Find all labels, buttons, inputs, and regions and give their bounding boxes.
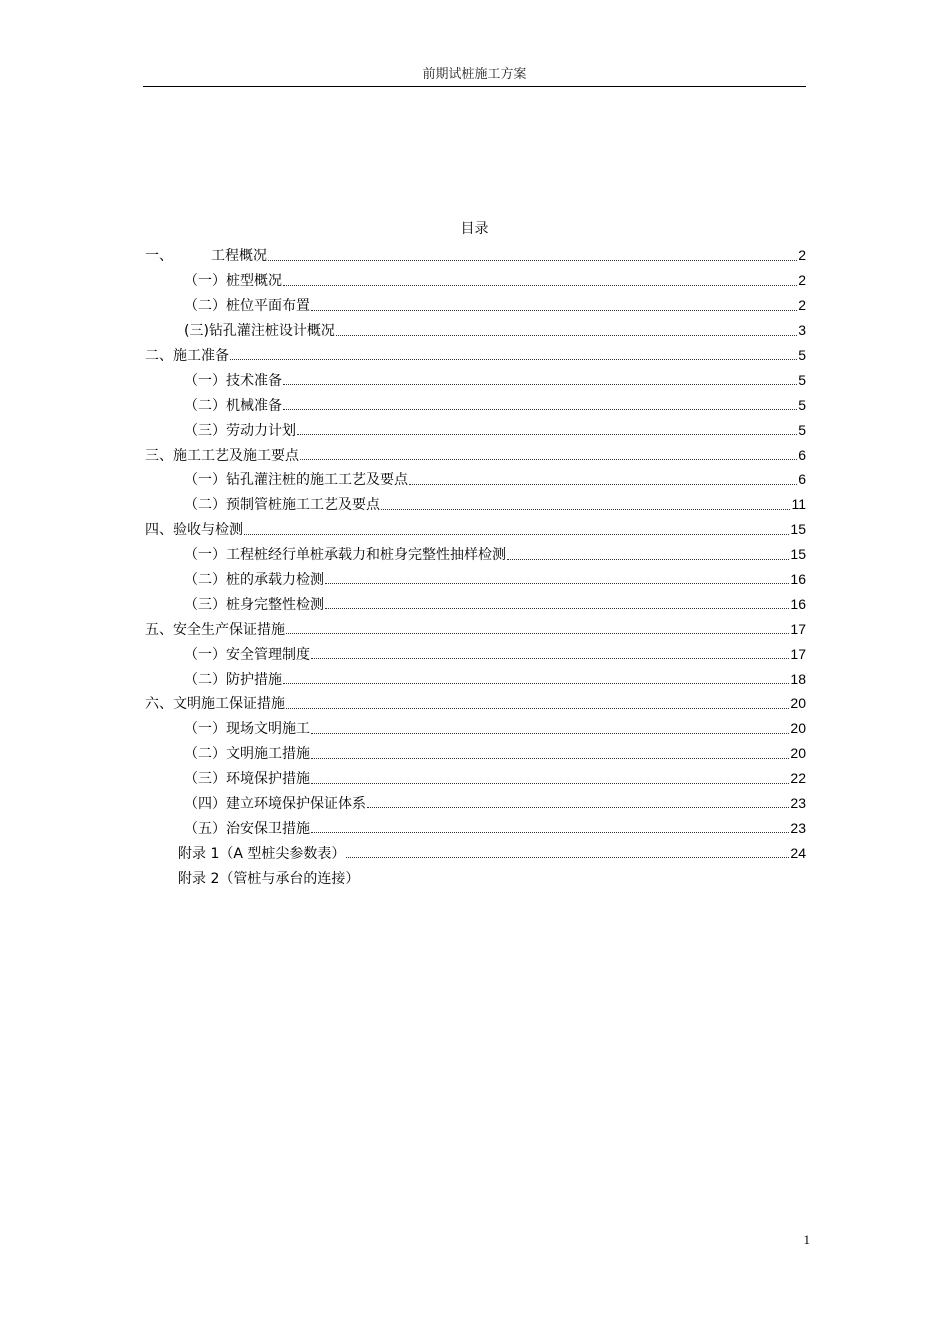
toc-entry[interactable] (143, 343, 806, 368)
toc-entry-page: 11 (791, 496, 806, 513)
toc-leader-dots (311, 657, 789, 659)
toc-entry-page: 5 (798, 347, 806, 363)
toc-entry-number: 一、 (145, 248, 173, 265)
toc-entry-label: 四、验收与检测 (145, 522, 243, 539)
toc-leader-dots (311, 732, 789, 734)
toc-entry-page: 17 (790, 645, 806, 662)
toc-leader-dots (311, 757, 789, 759)
toc-entry-page: 20 (790, 745, 806, 762)
toc-entry[interactable] (143, 591, 806, 616)
toc-leader-dots (283, 408, 797, 410)
toc-entry[interactable] (143, 865, 806, 890)
toc-leader-dots (409, 483, 797, 485)
toc-leader-dots (230, 358, 797, 360)
toc-entry-page: 16 (790, 595, 806, 612)
toc-leader-dots (283, 383, 797, 385)
toc-entry-page: 24 (790, 844, 806, 861)
toc-entry-page: 2 (798, 297, 806, 314)
toc-entry-label: （三）桩身完整性检测 (184, 596, 324, 613)
toc-entry[interactable] (143, 791, 806, 816)
toc-entry-page: 2 (798, 247, 806, 264)
toc-entry-page: 5 (798, 421, 806, 438)
toc-entry-label: （一）技术准备 (184, 372, 282, 389)
toc-entry-label: （一）现场文明施工 (184, 721, 310, 738)
toc-entry-page: 20 (790, 720, 806, 737)
toc-leader-dots (311, 309, 797, 311)
toc-entry-page: 5 (798, 396, 806, 413)
toc-entry[interactable] (143, 492, 806, 517)
toc-entry-page: 18 (790, 670, 806, 687)
toc-entry[interactable] (143, 716, 806, 741)
toc-entry-label: 工程概况 (211, 248, 267, 265)
toc-entry[interactable] (143, 268, 806, 293)
toc-leader-dots (311, 831, 789, 833)
toc-entry-label: 三、施工工艺及施工要点 (145, 447, 299, 464)
toc-entry-label: （二）机械准备 (184, 397, 282, 414)
toc-leader-dots (325, 582, 789, 584)
toc-entry-label: （一）安全管理制度 (184, 646, 310, 663)
toc-title: 目录 (460, 221, 489, 237)
toc-entry[interactable] (143, 293, 806, 318)
toc-entry-label: （二）预制管桩施工工艺及要点 (184, 497, 380, 514)
toc-entry[interactable] (143, 616, 806, 641)
toc-entry[interactable] (143, 517, 806, 542)
toc-entry[interactable] (143, 567, 806, 592)
toc-leader-dots (311, 782, 789, 784)
toc-entry-page: 16 (790, 571, 806, 588)
toc-entry-page: 6 (798, 471, 806, 488)
toc-entry[interactable] (143, 318, 806, 343)
toc-leader-dots (283, 682, 789, 684)
toc-leader-dots (286, 707, 789, 709)
toc-entry-page: 6 (798, 446, 806, 463)
toc-entry-label: （四）建立环境保护保证体系 (184, 796, 366, 813)
toc-leader-dots (286, 632, 789, 634)
page-header: 前期试桩施工方案 (143, 66, 806, 87)
toc-entry-label: （二）文明施工措施 (184, 746, 310, 763)
toc-entry[interactable] (143, 467, 806, 492)
toc-entry[interactable] (143, 741, 806, 766)
toc-entry-page: 2 (798, 272, 806, 289)
toc-entry[interactable] (143, 641, 806, 666)
toc-entry-label: （一）钻孔灌注桩的施工工艺及要点 (184, 472, 408, 489)
toc-leader-dots (283, 284, 797, 286)
toc-entry-label: 二、施工准备 (145, 348, 229, 364)
toc-entry-label: （一）桩型概况 (184, 273, 282, 290)
toc-leader-dots (346, 856, 789, 858)
toc-entry[interactable] (143, 542, 806, 567)
toc-entry[interactable] (143, 417, 806, 442)
toc-leader-dots (360, 882, 805, 883)
toc-entry-page: 17 (790, 620, 806, 637)
toc-leader-dots (507, 558, 789, 560)
table-of-contents (143, 243, 806, 890)
toc-leader-dots (381, 508, 790, 510)
toc-leader-dots (325, 607, 789, 609)
toc-entry-label: 五、安全生产保证措施 (145, 621, 285, 638)
toc-entry-label: (三)钻孔灌注桩设计概况 (184, 323, 335, 340)
toc-entry-page: 20 (790, 695, 806, 712)
toc-leader-dots (300, 458, 797, 460)
toc-entry-label: （二）桩位平面布置 (184, 298, 310, 315)
toc-entry-page: 22 (790, 770, 806, 787)
toc-entry[interactable] (143, 392, 806, 417)
toc-entry[interactable] (143, 691, 806, 716)
toc-entry[interactable] (143, 815, 806, 840)
toc-leader-dots (336, 334, 797, 336)
toc-entry[interactable] (143, 243, 806, 268)
toc-leader-dots (244, 533, 789, 535)
toc-entry-page: 5 (798, 371, 806, 388)
toc-entry-page: 15 (790, 521, 806, 538)
toc-entry-label: （五）治安保卫措施 (184, 820, 310, 837)
toc-entry-label: （二）桩的承载力检测 (184, 572, 324, 589)
toc-entry[interactable] (143, 666, 806, 691)
toc-entry-label: （三）环境保护措施 (184, 771, 310, 788)
toc-entry-label: 附录 1（A 型桩尖参数表） (178, 845, 346, 862)
page-number: 1 (803, 1232, 810, 1247)
toc-leader-dots (268, 259, 797, 261)
toc-entry-page: 23 (790, 819, 806, 836)
toc-leader-dots (297, 433, 797, 435)
toc-leader-dots (367, 806, 789, 808)
toc-entry-label: （一）工程桩经行单桩承载力和桩身完整性抽样检测 (184, 547, 506, 564)
toc-entry[interactable] (143, 840, 806, 865)
toc-entry-label: （三）劳动力计划 (184, 422, 296, 439)
toc-entry-page: 23 (790, 795, 806, 812)
toc-entry-page: 15 (790, 546, 806, 563)
toc-entry-page: 3 (798, 322, 806, 339)
toc-entry-label: 六、文明施工保证措施 (145, 696, 285, 713)
toc-entry-label: （二）防护措施 (184, 671, 282, 688)
toc-entry-label: 附录 2（管桩与承台的连接） (178, 870, 360, 887)
toc-entry[interactable] (143, 367, 806, 392)
toc-entry[interactable] (143, 766, 806, 791)
toc-entry[interactable] (143, 442, 806, 467)
